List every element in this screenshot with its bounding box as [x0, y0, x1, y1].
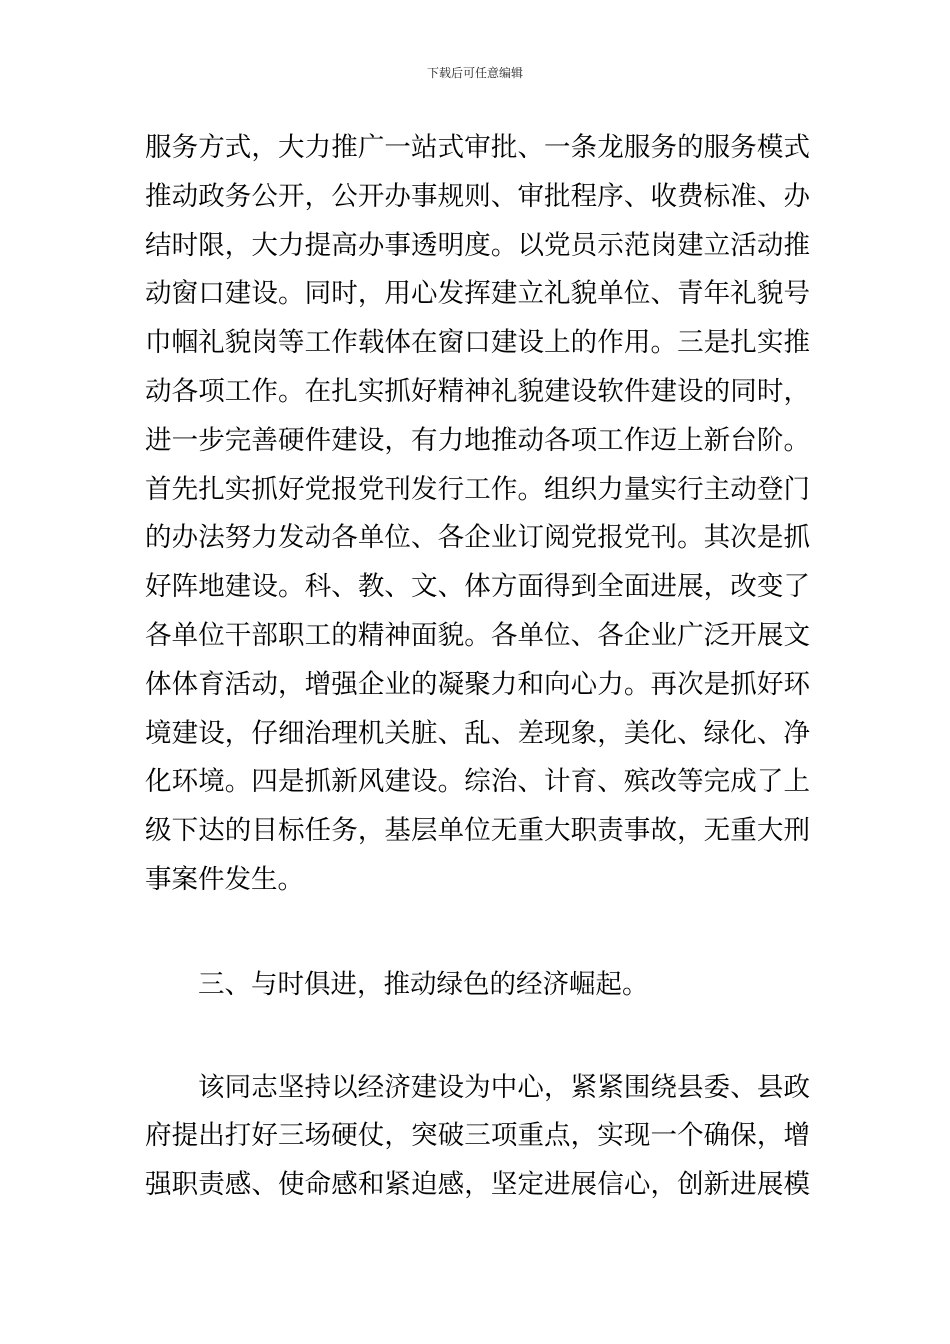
- text-line: 推动政务公开，公开办事规则、审批程序、收费标准、办: [145, 180, 810, 212]
- text-line: 境建设，仔细治理机关脏、乱、差现象，美化、绿化、净: [145, 717, 810, 749]
- text-line: 结时限，大力提高办事透明度。以党员示范岗建立活动推: [145, 229, 810, 261]
- text-line: 的办法努力发动各单位、各企业订阅党报党刊。其次是抓: [145, 522, 810, 554]
- text-line: 级下达的目标任务，基层单位无重大职责事故，无重大刑: [145, 815, 810, 847]
- text-line: 首先扎实抓好党报党刊发行工作。组织力量实行主动登门: [145, 473, 810, 505]
- text-line: 该同志坚持以经济建设为中心，紧紧围绕县委、县政: [198, 1071, 810, 1103]
- paragraph-body: [145, 1064, 810, 1210]
- document-body: [145, 124, 810, 1210]
- paragraph-continuation: [145, 124, 810, 905]
- text-line: 服务方式，大力推广一站式审批、一条龙服务的服务模式: [145, 132, 810, 163]
- page-header: 下载后可任意编辑: [426, 66, 523, 80]
- text-line: 化环境。四是抓新风建设。综治、计育、殡改等完成了上: [145, 766, 810, 798]
- section-heading: 三、与时俱进，推动绿色的经济崛起。: [198, 968, 649, 1000]
- text-line: 巾帼礼貌岗等工作载体在窗口建设上的作用。三是扎实推: [145, 327, 810, 359]
- text-line: 好阵地建设。科、教、文、体方面得到全面进展，改变了: [145, 571, 810, 603]
- text-line: 体体育活动，增强企业的凝聚力和向心力。再次是抓好环: [145, 668, 810, 700]
- text-line: 强职责感、使命感和紧迫感，坚定进展信心，创新进展模: [145, 1169, 810, 1201]
- text-line: 进一步完善硬件建设，有力地推动各项工作迈上新台阶。: [145, 424, 810, 456]
- text-line: 动各项工作。在扎实抓好精神礼貌建设软件建设的同时，: [145, 375, 810, 407]
- text-line: 各单位干部职工的精神面貌。各单位、各企业广泛开展文: [145, 619, 810, 651]
- text-line: 府提出打好三场硬仗，突破三项重点，实现一个确保，增: [145, 1120, 810, 1152]
- text-line: 事案件发生。: [145, 863, 304, 895]
- text-line: 动窗口建设。同时，用心发挥建立礼貌单位、青年礼貌号: [145, 278, 810, 310]
